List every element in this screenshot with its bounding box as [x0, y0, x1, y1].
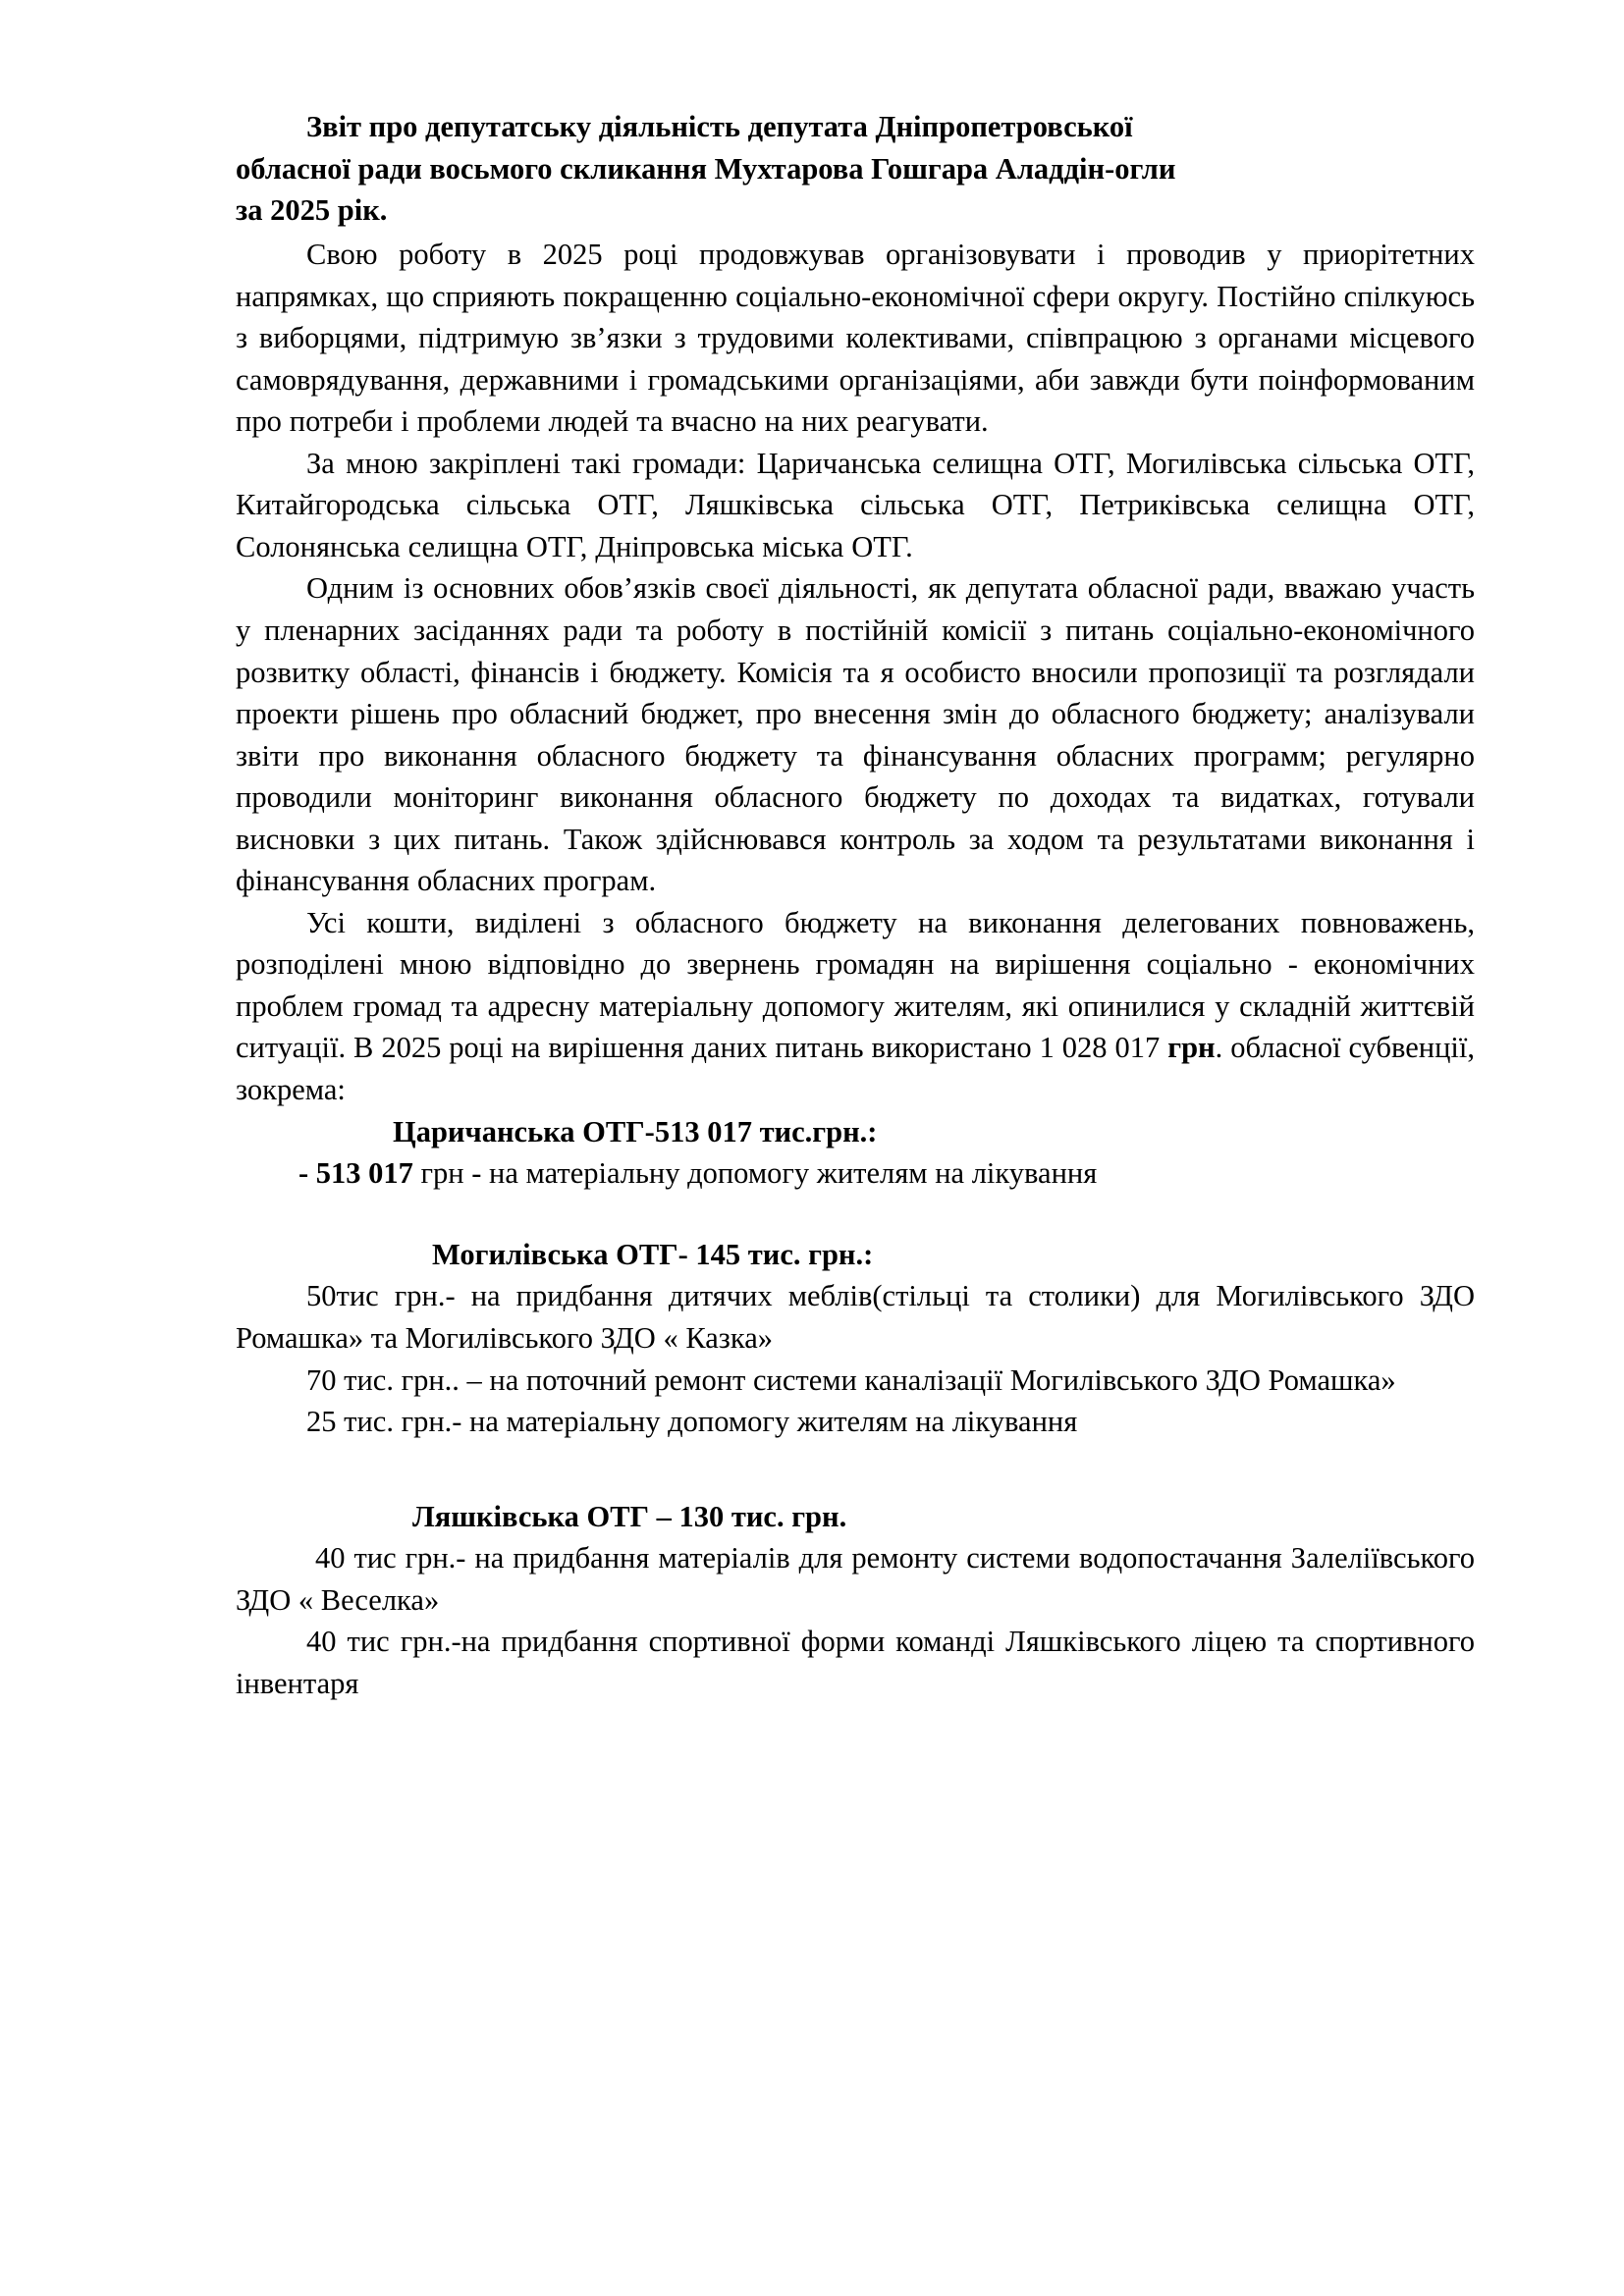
otg-item-mohylivska-3: [236, 1401, 1475, 1443]
otg-item-description: 70 тис. грн.. – на поточний ремонт системи каналізації Могилівського ЗДО Ромашка»: [306, 1362, 1396, 1397]
otg-item-mohylivska-2: [236, 1360, 1475, 1402]
paragraph-intro: [236, 234, 1475, 443]
section-gap: [236, 1443, 1475, 1496]
otg-item-description: грн - на матеріальну допомогу жителям на лікування: [412, 1156, 1098, 1191]
otg-heading-tsarychanska: Царичанська ОТГ-513 017 тис.грн.:: [393, 1114, 878, 1148]
otg-item-description: 40 тис грн.- на придбання матеріалів для ремонту системи водопостачання Залеліївського ЗДО « Веселка»: [236, 1541, 1475, 1617]
paragraph-communities-text: За мною закріплені такі громади: Царичанська селищна ОТГ, Могилівська сільська ОТГ, Китайгородська сільська ОТГ, Ляшківська сільська ОТГ, Петриківська селищна ОТГ, Солонянська селищна ОТГ, Дніпровська міська ОТГ.: [236, 446, 1475, 563]
paragraph-funds: [236, 902, 1475, 1111]
otg-item-lyashkivska-2: [236, 1621, 1475, 1704]
document-title: [236, 106, 1475, 232]
paragraph-duties: [236, 567, 1475, 901]
paragraph-funds-currency-bold: грн: [1167, 1031, 1216, 1065]
document-body: [236, 106, 1475, 1705]
otg-item-prefix: -: [298, 1156, 316, 1191]
otg-item-amount: 513 017: [315, 1156, 413, 1191]
otg-item-description: 50тис грн.- на придбання дитячих меблів(стільці та столики) для Могилівського ЗДО Ромашка» та Могилівського ЗДО « Казка»: [236, 1279, 1475, 1356]
otg-heading-lyashkivska: Ляшківська ОТГ – 130 тис. грн.: [412, 1499, 847, 1533]
otg-item-description: 40 тис грн.-на придбання спортивної форми команді Ляшківського ліцею та спортивного інвентаря: [236, 1625, 1475, 1700]
document-title-line-3: за 2025 рік.: [236, 193, 388, 228]
paragraph-communities: [236, 443, 1475, 568]
document-title-line-1: Звіт про депутатську діяльність депутата Дніпропетровської: [306, 110, 1133, 143]
paragraph-funds-text-part-1: Усі кошти, виділені з обласного бюджету на виконання делегованих повноважень, розподілені мною відповідно до звернень громадян на вирішення соціально - економічних проблем громад та адресну матеріальну допомогу жителям, які опинилися у складній життєвій ситуації. В 2025 році на вирішення даних питань використано 1 028 017: [236, 905, 1475, 1065]
paragraph-funds-text-part-2: . обласної субвенції, зокрема:: [236, 1031, 1475, 1106]
paragraph-intro-text: Свою роботу в 2025 році продовжував організовувати і проводив у приорітетних напрямках, що сприяють покращенню соціально-економічної сфери округу. Постійно спілкуюсь з виборцями, підтримую зв’язки з трудовими колективами, співпрацюю з органами місцевого самоврядування, державними і громадськими організаціями, аби завжди бути поінформованим про потреби і проблеми людей та вчасно на них реагувати.: [236, 238, 1475, 439]
otg-item-description: 25 тис. грн.- на матеріальну допомогу жителям на лікування: [306, 1405, 1078, 1439]
document-title-line-2: обласної ради восьмого скликання Мухтарова Гошгара Аладдін-огли: [236, 151, 1176, 186]
otg-item-tsarychanska-1: [236, 1152, 1475, 1195]
otg-item-mohylivska-1: [236, 1275, 1475, 1359]
otg-heading-mohylivska: Могилівська ОТГ- 145 тис. грн.:: [432, 1237, 874, 1271]
section-gap: [236, 1195, 1475, 1234]
otg-item-lyashkivska-1: [236, 1537, 1475, 1621]
paragraph-duties-text: Одним із основних обов’язків своєї діяльності, як депутата обласної ради, вважаю участь у пленарних засіданнях ради та роботу в постійній комісії з питань соціально-економічного розвитку області, фінансів і бюджету. Комісія та я особисто вносили пропозиції та розглядали проекти рішень про обласний бюджет, про внесення змін до обласного бюджету; аналізували звіти про виконання обласного бюджету та фінансування обласних программ; регулярно проводили моніторинг виконання обласного бюджету по доходах та видатках, готували висновки з цих питань. Також здійснювався контроль за ходом та результатами виконання і фінансування обласних програм.: [236, 571, 1475, 898]
